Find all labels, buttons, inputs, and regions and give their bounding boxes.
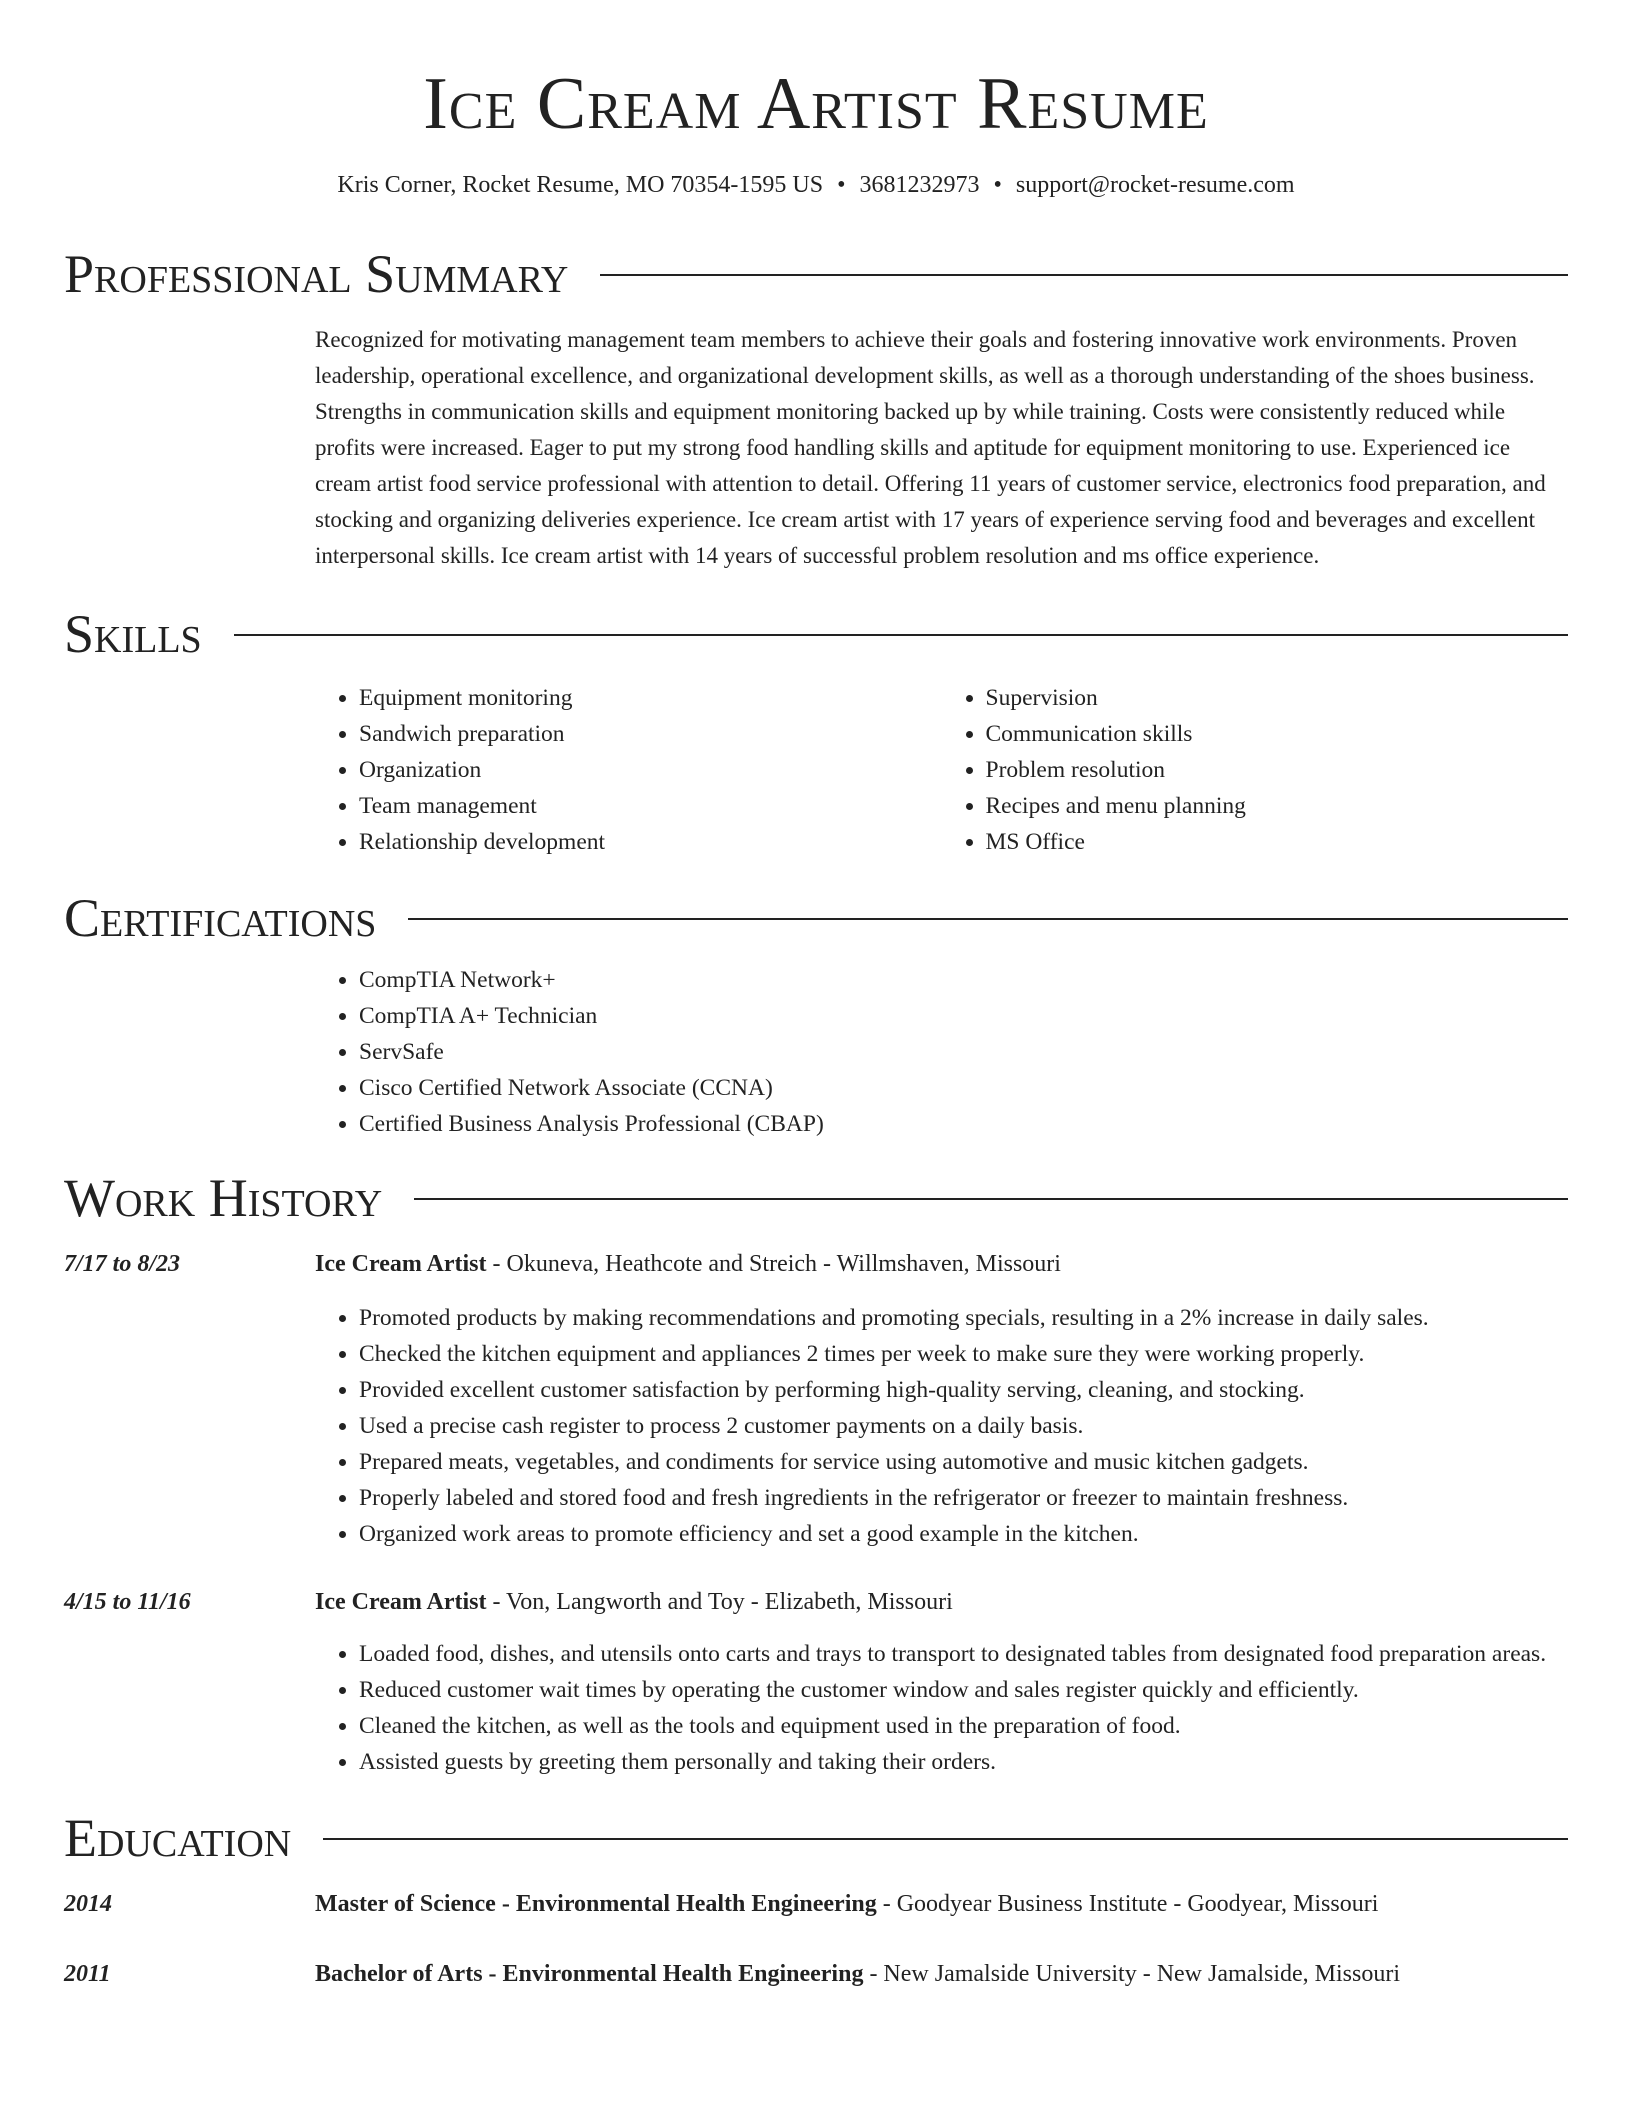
job-company: - Okuneva, Heathcote and Streich - Willmshaven, Missouri [486,1251,1061,1277]
section-header [64,886,1568,950]
skills-grid [315,680,1568,860]
education-year: 2011 [64,1961,111,1987]
summary-body [315,322,1568,574]
job-header [64,1584,1568,1620]
education-line [315,1956,1400,1992]
education-year: 2014 [64,1891,112,1917]
education-entry [64,1886,1568,1922]
job-bullet: • Reduced customer wait times by operating the customer window and sales register quickly and efficiently. [359,1672,1568,1708]
section-title-skills: Skills [64,604,202,664]
skills-section [64,602,1568,860]
education-degree: Bachelor of Arts - Environmental Health Engineering [315,1961,864,1987]
job-bullet: • Used a precise cash register to process 2 customer payments on a daily basis. [359,1408,1568,1444]
skill-item: • Equipment monitoring [359,680,942,716]
job-bullets [315,1300,1568,1552]
job-dates: 7/17 to 8/23 [64,1251,181,1277]
contact-separator: • [837,172,846,198]
education-section [64,1806,1568,1992]
job-bullets [315,1636,1568,1780]
contact-email: support@rocket-resume.com [1015,172,1295,198]
certification-item: • CompTIA Network+ [359,962,1568,998]
summary-section [64,242,1568,574]
contact-line [64,170,1568,200]
skill-item: • Problem resolution [986,752,1569,788]
skill-item: • Organization [359,752,942,788]
job-header [64,1246,1568,1282]
certifications-list [315,962,1568,1142]
skills-list-right [942,680,1569,860]
contact-separator: • [993,172,1002,198]
job-title-line [315,1246,1061,1282]
skill-item: • Team management [359,788,942,824]
section-divider [408,918,1568,920]
certifications-section [64,886,1568,1142]
contact-address: Kris Corner, Rocket Resume, MO 70354-1595 US [337,172,824,198]
skill-item: • Recipes and menu planning [986,788,1569,824]
job-role: Ice Cream Artist [315,1251,487,1277]
section-title-summary: Professional Summary [64,244,569,304]
section-divider [600,274,1568,276]
job-title-line [315,1584,953,1620]
work-history-section [64,1166,1568,1780]
section-title-certifications: Certifications [64,888,377,948]
job-duties [315,1300,1568,1552]
job-bullet: • Properly labeled and stored food and fresh ingredients in the refrigerator or freezer to maintain freshness. [359,1480,1568,1516]
section-header [64,1166,1568,1230]
job-bullet: • Loaded food, dishes, and utensils onto carts and trays to transport to designated tables from designated food preparation areas. [359,1636,1568,1672]
section-title-education: Education [64,1808,292,1868]
certification-item: • CompTIA A+ Technician [359,998,1568,1034]
skill-item: • Communication skills [986,716,1569,752]
skill-item: • MS Office [986,824,1569,860]
education-entry [64,1956,1568,1992]
job-dates: 4/15 to 11/16 [64,1589,191,1615]
job-entry [64,1584,1568,1780]
job-bullet: • Provided excellent customer satisfaction by performing high-quality serving, cleaning, and stocking. [359,1372,1568,1408]
section-divider [323,1838,1568,1840]
section-header [64,242,1568,306]
job-bullet: • Cleaned the kitchen, as well as the tools and equipment used in the preparation of food. [359,1708,1568,1744]
section-divider [414,1198,1568,1200]
job-role: Ice Cream Artist [315,1589,487,1615]
skill-item: • Sandwich preparation [359,716,942,752]
certification-item: • ServSafe [359,1034,1568,1070]
job-bullet: • Assisted guests by greeting them personally and taking their orders. [359,1744,1568,1780]
education-school: - New Jamalside University - New Jamalside, Missouri [863,1961,1401,1987]
education-line [315,1886,1378,1922]
contact-phone: 3681232973 [859,172,980,198]
summary-text: Recognized for motivating management team members to achieve their goals and fostering innovative work environments. Proven leadership, operational excellence, and organizational development skills, as well as a thorough understanding of the shoes business. Strengths in communication skills and equipment monitoring backed up by while training. Costs were consistently reduced while profits were increased. Eager to put my strong food handling skills and aptitude for equipment monitoring to use. Experienced ice cream artist food service professional with attention to detail. Offering 11 years of customer service, electronics food preparation, and stocking and organizing deliveries experience. Ice cream artist with 17 years of experience serving food and beverages and excellent interpersonal skills. Ice cream artist with 14 years of successful problem resolution and ms office experience. [315,327,1546,568]
job-duties [315,1636,1568,1780]
section-header [64,602,1568,666]
job-company: - Von, Langworth and Toy - Elizabeth, Missouri [486,1589,953,1615]
job-bullet: • Prepared meats, vegetables, and condiments for service using automotive and music kitchen gadgets. [359,1444,1568,1480]
skill-item: • Relationship development [359,824,942,860]
education-school: - Goodyear Business Institute - Goodyear, Missouri [876,1891,1379,1917]
job-bullet: • Promoted products by making recommendations and promoting specials, resulting in a 2% increase in daily sales. [359,1300,1568,1336]
skills-list-left [315,680,942,860]
section-title-work-history: Work History [64,1168,383,1228]
education-degree: Master of Science - Environmental Health Engineering [315,1891,877,1917]
job-bullet: • Checked the kitchen equipment and appliances 2 times per week to make sure they were working properly. [359,1336,1568,1372]
certification-item: • Cisco Certified Network Associate (CCNA) [359,1070,1568,1106]
certification-item: • Certified Business Analysis Professional (CBAP) [359,1106,1568,1142]
skill-item: • Supervision [986,680,1569,716]
job-entry [64,1246,1568,1552]
resume-title: Ice Cream Artist Resume [423,63,1209,145]
certifications-body [315,962,1568,1142]
job-bullet: • Organized work areas to promote efficiency and set a good example in the kitchen. [359,1516,1568,1552]
resume-page [64,0,1568,1992]
section-divider [234,634,1568,636]
section-header [64,1806,1568,1870]
